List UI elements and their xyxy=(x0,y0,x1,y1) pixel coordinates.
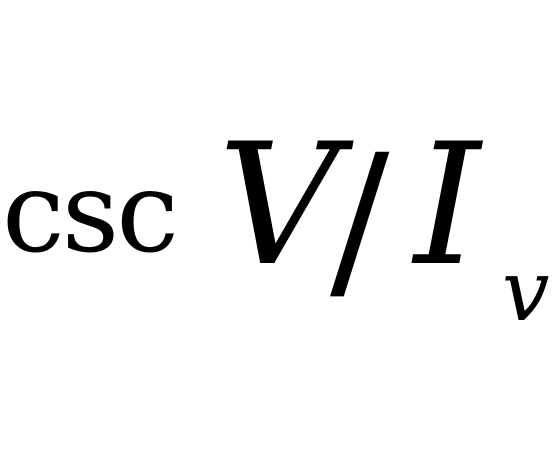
variable-v: V xyxy=(218,107,340,303)
variable-i: I xyxy=(414,107,481,303)
division-slash: / xyxy=(330,117,390,322)
function-name: csc xyxy=(2,148,176,278)
subscript-v: v xyxy=(502,242,550,340)
